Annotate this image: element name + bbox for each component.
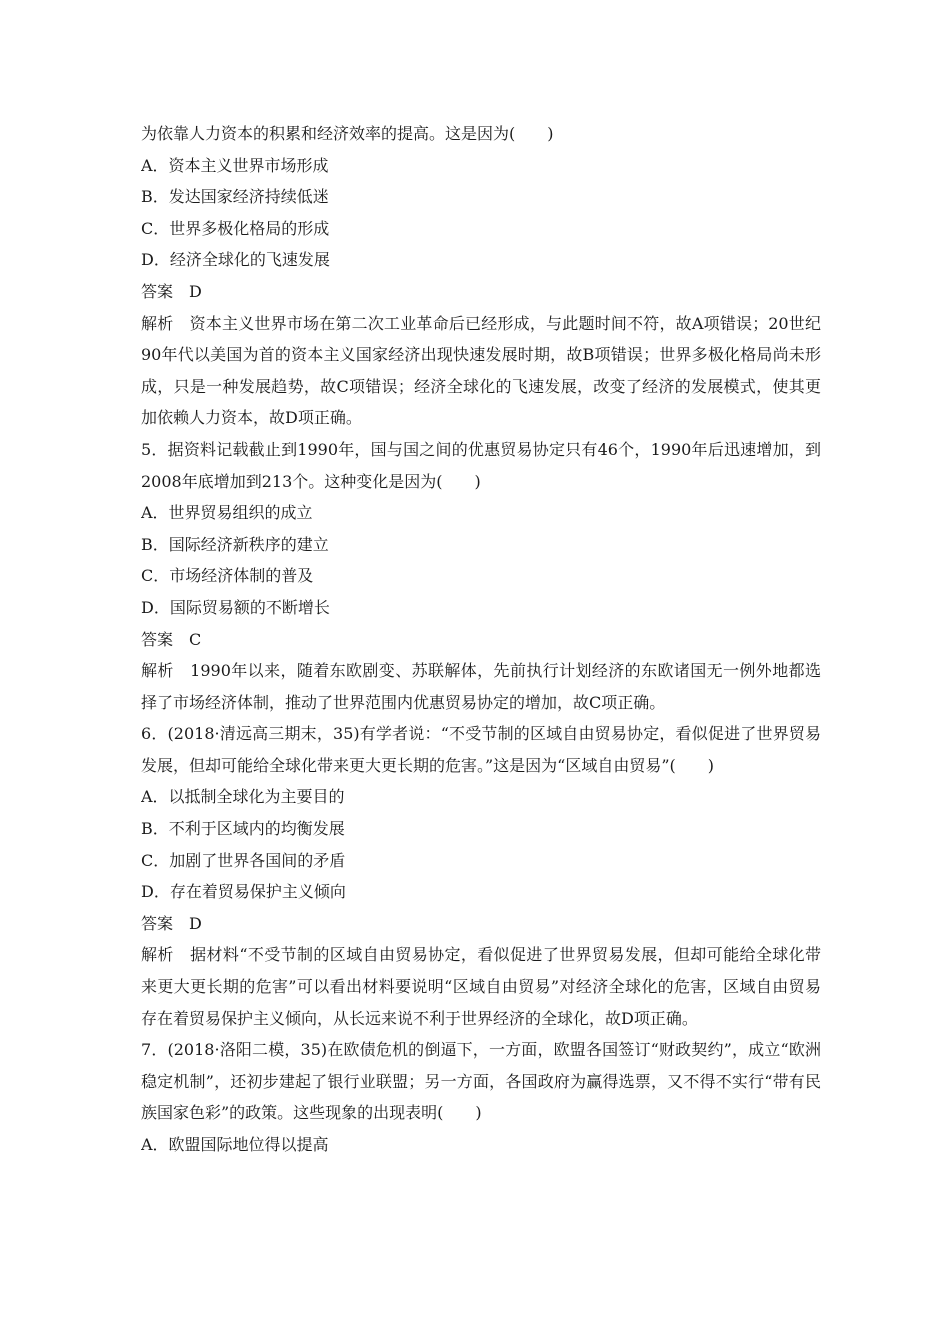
- q4-analysis: 解析 资本主义世界市场在第二次工业革命后已经形成，与此题时间不符，故A项错误；20世纪90年代以美国为首的资本主义国家经济出现快速发展时期，故B项错误；世界多极化格局尚未形成，只是一种发展趋势，故C项错误；经济全球化的飞速发展，改变了经济的发展模式，使其更加依赖人力资本，故D项正确。: [141, 313, 821, 428]
- q6-option-b: B．不利于区域内的均衡发展: [141, 819, 345, 839]
- q4-stem-tail: 为依靠人力资本的积累和经济效率的提高。这是因为( ): [141, 124, 554, 143]
- q6-option-a: A．以抵制全球化为主要目的: [141, 787, 345, 807]
- q5-option-a: A．世界贸易组织的成立: [141, 503, 313, 523]
- q7-stem: 7．(2018·洛阳二模，35)在欧债危机的倒逼下，一方面，欧盟各国签订“财政契约”，成立“欧洲稳定机制”，还初步建起了银行业联盟；另一方面，各国政府为赢得选票，又不得不实行“带有民族国家色彩”的政策。这些现象的出现表明( ): [141, 1040, 821, 1123]
- q6-stem: 6．(2018·清远高三期末，35)有学者说：“不受节制的区域自由贸易协定，看似促进了世界贸易发展，但却可能给全球化带来更大更长期的危害。”这是因为“区域自由贸易”( ): [141, 724, 821, 775]
- q6-option-d: D．存在着贸易保护主义倾向: [141, 882, 346, 902]
- q5-option-c: C．市场经济体制的普及: [141, 566, 314, 586]
- document-page: [141, 118, 821, 1161]
- q4-option-b: B．发达国家经济持续低迷: [141, 187, 329, 207]
- q5-option-d: D．国际贸易额的不断增长: [141, 597, 330, 617]
- q4-answer: 答案 D: [141, 281, 202, 301]
- q4-option-d: D．经济全球化的飞速发展: [141, 250, 330, 270]
- q4-option-c: C．世界多极化格局的形成: [141, 218, 330, 238]
- q5-analysis: 解析 1990年以来，随着东欧剧变、苏联解体，先前执行计划经济的东欧诸国无一例外地都选择了市场经济体制，推动了世界范围内优惠贸易协定的增加，故C项正确。: [141, 661, 821, 712]
- q7-option-a: A．欧盟国际地位得以提高: [141, 1135, 329, 1154]
- q6-option-c: C．加剧了世界各国间的矛盾: [141, 850, 346, 870]
- q5-option-b: B．国际经济新秩序的建立: [141, 534, 329, 554]
- q5-answer: 答案 C: [141, 629, 202, 649]
- q6-answer: 答案 D: [141, 913, 202, 933]
- q6-analysis: 解析 据材料“不受节制的区域自由贸易协定，看似促进了世界贸易发展，但却可能给全球化带来更大更长期的危害”可以看出材料要说明“区域自由贸易”对经济全球化的危害，区域自由贸易存在着贸易保护主义倾向，从长远来说不利于世界经济的全球化，故D项正确。: [141, 945, 821, 1028]
- q4-option-a: A．资本主义世界市场形成: [141, 155, 329, 175]
- q5-stem: 5．据资料记载截止到1990年，国与国之间的优惠贸易协定只有46个，1990年后迅速增加，到2008年底增加到213个。这种变化是因为( ): [141, 439, 821, 491]
